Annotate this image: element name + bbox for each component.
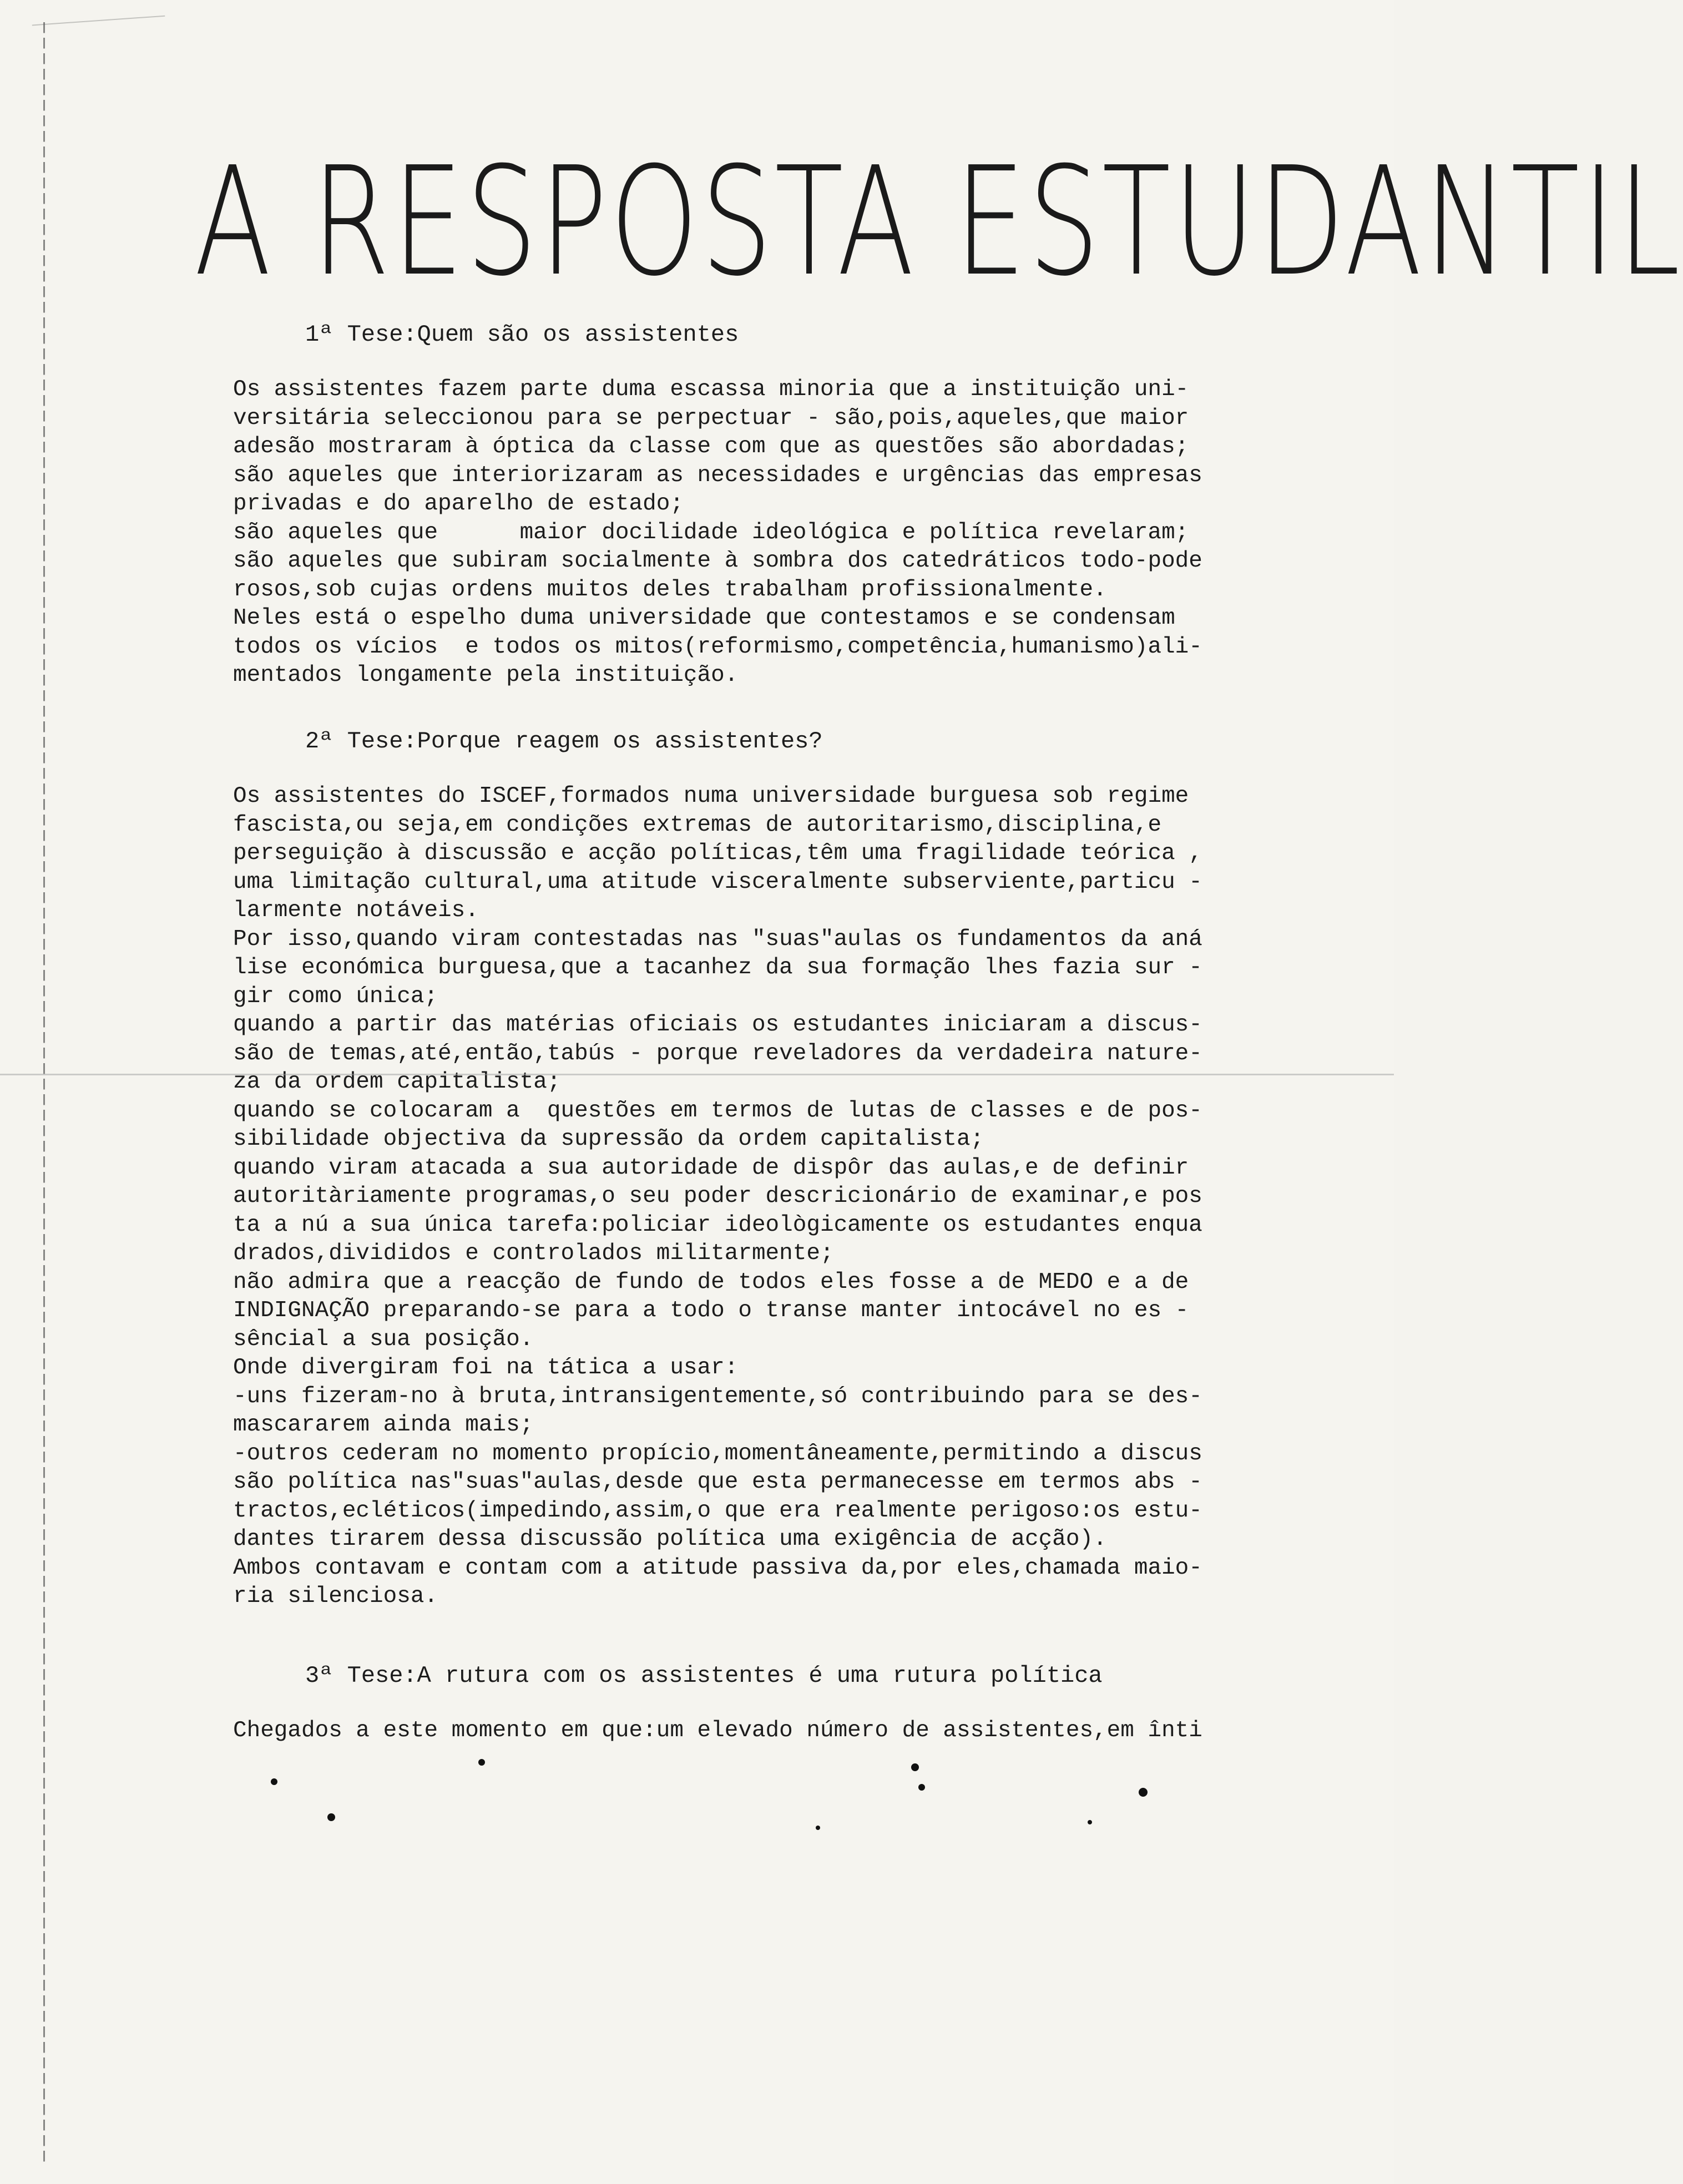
- scan-speck: [271, 1778, 277, 1785]
- left-margin-rule: [43, 22, 45, 2164]
- section-heading: 2ª Tese:Porque reagem os assistentes?: [305, 728, 823, 755]
- section-body: Os assistentes do ISCEF,formados numa universidade burguesa sob regime fascista,ou seja,em condições extremas de autoritarismo,disciplina,e perseguição à discussão e acção políticas,têm uma fragilidade teórica , uma limitação cultural,uma atitude visceralmente subserviente,particu - larmente notáveis. Por isso,quando viram contestadas nas "suas"aulas os fundamentos da aná lise económica burguesa,que a tacanhez da sua formação lhes fazia sur - gir como única; quando a partir das matérias oficiais os estudantes iniciaram a discus- são de temas,até,então,tabús - porque reveladores da verdadeira nature- za da ordem capitalista; quando se colocaram a questões em termos de lutas de classes e de pos- sibilidade objectiva da supressão da ordem capitalista; quando viram atacada a sua autoridade de dispôr das aulas,e de definir autoritàriamente programas,o seu poder descricionário de examinar,e pos ta a nú a sua única tarefa:policiar ideològicamente os estudantes enqua drados,divididos e controlados militarmente; não admira que a reacção de fundo de todos eles fosse a de MEDO e a de INDIGNAÇÃO preparando-se para a todo o transe manter intocável no es - sêncial a sua posição. Onde divergiram foi na tática a usar: -uns fizeram-no à bruta,intransigentemente,só contribuindo para se des- mascararem ainda mais; -outros cederam no momento propício,momentâneamente,permitindo a discus são política nas"suas"aulas,desde que esta permanecesse em termos abs - tractos,ecléticos(impedindo,assim,o que era realmente perigoso:os estu- dantes tirarem dessa discussão política uma exigência de acção). Ambos contavam e contam com a atitude passiva da,por eles,chamada maio- ria silenciosa.: [233, 783, 1202, 1609]
- section-thesis-3: [233, 1660, 1298, 1746]
- scan-speck: [327, 1813, 335, 1821]
- fold-line: [0, 1074, 1394, 1075]
- scan-speck: [1088, 1820, 1092, 1824]
- scan-speck: [911, 1763, 919, 1771]
- document-title: A RESPOSTA ESTUDANTIL: [194, 134, 1683, 309]
- scan-speck: [478, 1759, 485, 1766]
- section-heading: 3ª Tese:A rutura com os assistentes é uma rutura política: [305, 1662, 1103, 1689]
- section-thesis-2: [233, 726, 1298, 1611]
- section-body: Os assistentes fazem parte duma escassa minoria que a instituição uni- versitária seleccionou para se perpectuar - são,pois,aqueles,que maior adesão mostraram à óptica da classe com que as questões são abordadas; são aqueles que interiorizaram as necessidades e urgências das empresas privadas e do aparelho de estado; são aqueles que maior docilidade ideológica e política revelaram; são aqueles que subiram socialmente à sombra dos catedráticos todo-pode rosos,sob cujas ordens muitos deles trabalham profissionalmente. Neles está o espelho duma universidade que contestamos e se condensam todos os vícios e todos os mitos(reformismo,competência,humanismo)ali- mentados longamente pela instituição.: [233, 377, 1202, 688]
- scan-speck: [918, 1784, 925, 1791]
- scan-speck: [816, 1826, 820, 1830]
- scan-speck: [1139, 1788, 1148, 1797]
- section-body: Chegados a este momento em que:um elevado número de assistentes,em înti: [233, 1718, 1202, 1743]
- corner-scribble: [32, 16, 168, 65]
- section-heading: 1ª Tese:Quem são os assistentes: [305, 321, 739, 348]
- section-thesis-1: [233, 319, 1298, 690]
